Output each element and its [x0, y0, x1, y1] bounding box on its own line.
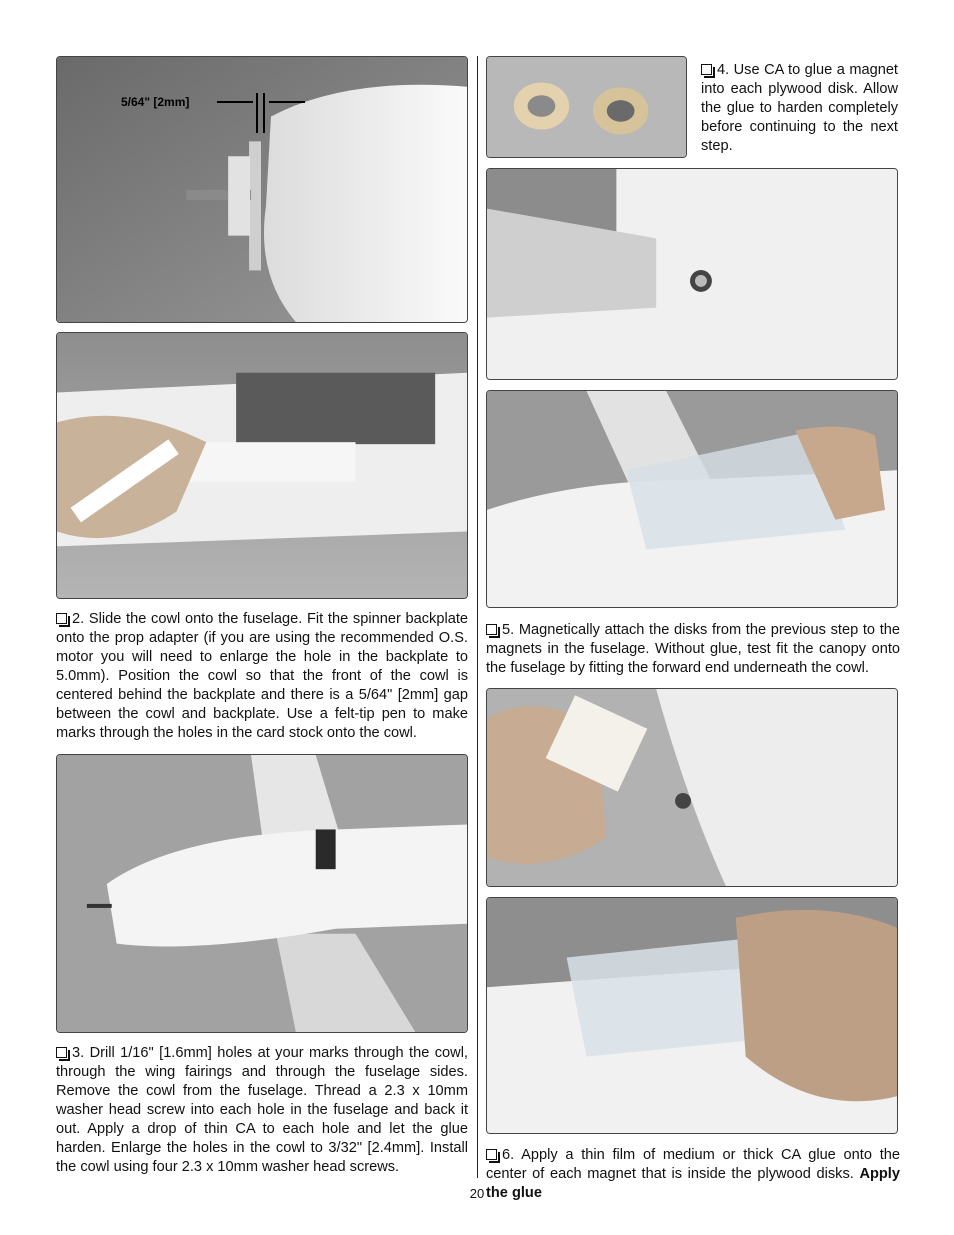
step-4-text: 4. Use CA to glue a magnet into each plywood disk. Allow the glue to harden completely before continuing to the next step.: [701, 62, 898, 154]
step-2-instructions: [56, 610, 468, 743]
gap-arrow-right: [269, 101, 305, 103]
gap-line-2: [263, 93, 265, 133]
photo-fuselage-magnet: [486, 168, 898, 380]
step-5-instructions: [486, 621, 900, 678]
column-divider: [477, 56, 478, 1178]
photo-canopy-fit: [486, 390, 898, 608]
page-number: 20: [469, 1186, 485, 1201]
step-5-text: 5. Magnetically attach the disks from the previous step to the magnets in the fuselage. Without glue, test fit the canopy onto the fuselage by fitting the forward end underneath the cowl.: [486, 622, 900, 676]
photo-marking-cowl: [56, 332, 468, 599]
step-3-text: 3. Drill 1/16" [1.6mm] holes at your marks through the cowl, through the wing fairings and through the fuselage sides. Remove the cowl from the fuselage. Thread a 2.3 x 10mm washer head screw into each hole in the fuselage and back it out. Apply a drop of thin CA to each hole and let the glue harden. Enlarge the holes in the cowl to 3/32" [2.4mm]. Install the cowl using four 2.3 x 10mm washer head screws.: [56, 1045, 468, 1175]
photo-cowl-installed: [56, 754, 468, 1033]
photo-cowl-gap: [56, 56, 468, 323]
step-3-instructions: [56, 1044, 468, 1177]
checkbox-icon[interactable]: [486, 624, 497, 635]
photo-magnet-disks: [486, 56, 687, 158]
step-2-text: 2. Slide the cowl onto the fuselage. Fit the spinner backplate onto the prop adapter (if you are using the recommended O.S. motor you will need to enlarge the hole in the backplate to 5.0mm). Position the cowl so that the front of the cowl is centered behind the backplate and there is a 5/64" [2mm] gap between the cowl and backplate. Use a felt-tip pen to make marks through the holes in the card stock onto the cowl.: [56, 611, 468, 741]
gap-callout-label: 5/64" [2mm]: [121, 95, 190, 109]
step-6-bold-text: Apply the glue: [486, 1166, 900, 1201]
step-6-text: 6. Apply a thin film of medium or thick CA glue onto the center of each magnet that is inside the plywood disks.: [486, 1147, 900, 1182]
photo-glue-application: [486, 688, 898, 887]
step-4-instructions: [701, 61, 898, 156]
checkbox-icon[interactable]: [701, 64, 712, 75]
checkbox-icon[interactable]: [486, 1149, 497, 1160]
checkbox-icon[interactable]: [56, 1047, 67, 1058]
gap-arrow-left: [217, 101, 253, 103]
checkbox-icon[interactable]: [56, 613, 67, 624]
photo-canopy-press: [486, 897, 898, 1134]
gap-line-1: [256, 93, 258, 133]
